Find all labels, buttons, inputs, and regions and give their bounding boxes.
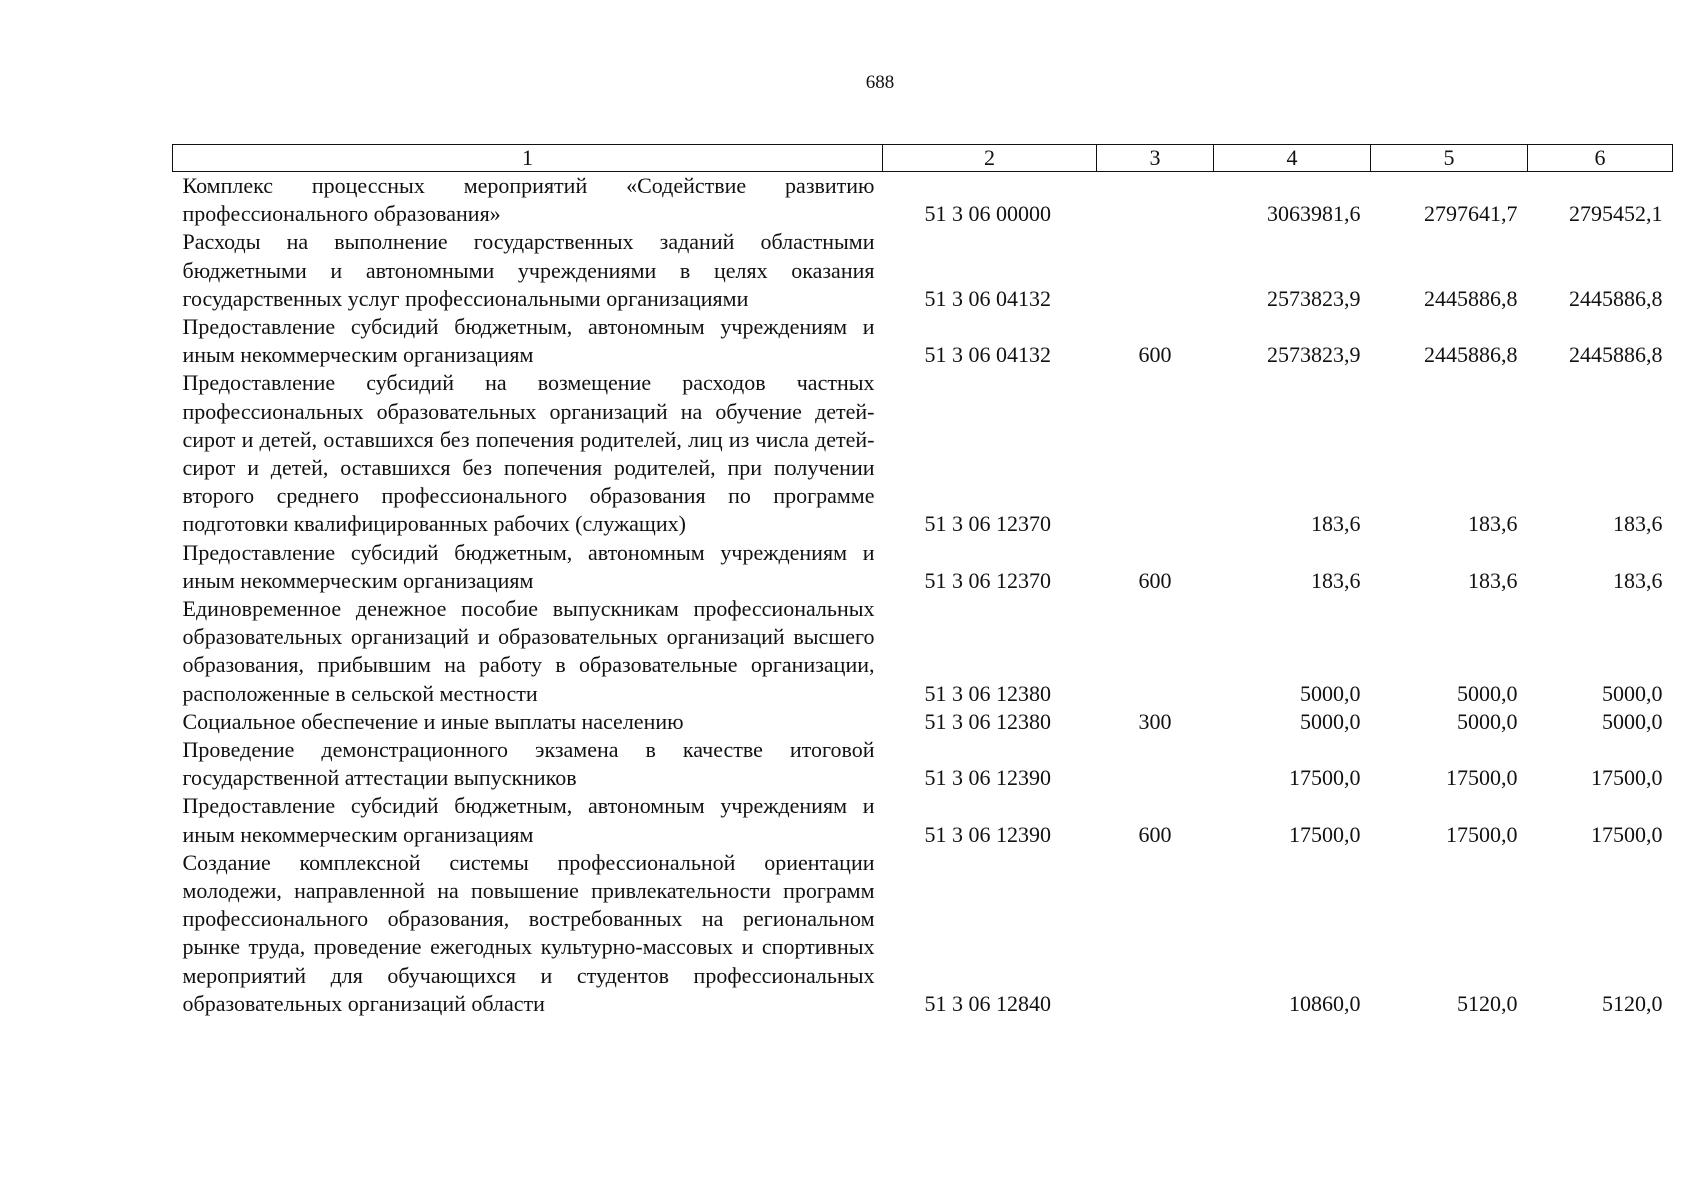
cell-name: Предоставление субсидий на возмещение расходов частных профессиональных образовательных организаций на обучение детей-сирот и детей, оставшихся без попечения родителей, лиц из числа детей-сирот и детей, оставшихся без попечения родителей, при получении второго среднего профессионального образования по программе подготовки квалифицированных рабочих (служащих) (182, 370, 875, 537)
cell-code: 51 3 06 12370 (924, 567, 1051, 593)
cell-amount: 2573823,9 (1267, 342, 1361, 368)
cell-expense-type: 600 (1138, 342, 1172, 368)
column-header: 5 (1371, 145, 1528, 172)
cell-amount: 5120,0 (1457, 990, 1518, 1016)
table-row (173, 539, 1673, 595)
column-header: 1 (173, 145, 883, 172)
cell-amount: 17500,0 (1289, 765, 1361, 791)
cell-name: Предоставление субсидий бюджетным, автономным учреждениям и иным некоммерческим организациям (182, 793, 875, 847)
table-row (173, 313, 1673, 369)
table-row (173, 849, 1673, 1018)
cell-expense-type (1097, 736, 1214, 792)
cell-name: Предоставление субсидий бюджетным, автономным учреждениям и иным некоммерческим организациям (182, 314, 875, 368)
table-row (173, 369, 1673, 538)
cell-amount: 17500,0 (1446, 821, 1518, 847)
cell-amount: 3063981,6 (1267, 201, 1361, 227)
cell-expense-type (1097, 172, 1214, 229)
table-row (173, 736, 1673, 792)
cell-amount: 5000,0 (1602, 680, 1663, 706)
cell-expense-type: 600 (1138, 567, 1172, 593)
cell-expense-type (1097, 369, 1214, 538)
cell-amount: 2573823,9 (1267, 285, 1361, 311)
cell-code: 51 3 06 12390 (924, 765, 1051, 791)
cell-amount: 183,6 (1613, 567, 1663, 593)
table-row (173, 228, 1673, 313)
cell-amount: 2795452,1 (1569, 201, 1663, 227)
cell-expense-type (1097, 228, 1214, 313)
cell-amount: 183,6 (1311, 567, 1361, 593)
cell-name: Комплекс процессных мероприятий «Содействие развитию профессионального образования» (182, 173, 875, 227)
cell-amount: 2445886,8 (1569, 285, 1663, 311)
cell-amount: 2797641,7 (1424, 201, 1518, 227)
cell-amount: 2445886,8 (1424, 342, 1518, 368)
column-header: 2 (883, 145, 1097, 172)
cell-amount: 17500,0 (1446, 765, 1518, 791)
column-header: 6 (1528, 145, 1673, 172)
cell-expense-type: 300 (1138, 708, 1172, 734)
table-row (173, 172, 1673, 229)
cell-amount: 5000,0 (1300, 708, 1361, 734)
cell-amount: 5000,0 (1602, 708, 1663, 734)
cell-amount: 5000,0 (1300, 680, 1361, 706)
cell-amount: 183,6 (1468, 567, 1518, 593)
cell-code: 51 3 06 12390 (924, 821, 1051, 847)
budget-table (172, 144, 1673, 1018)
cell-amount: 5120,0 (1602, 990, 1663, 1016)
cell-expense-type (1097, 849, 1214, 1018)
cell-amount: 17500,0 (1591, 821, 1663, 847)
cell-amount: 2445886,8 (1424, 285, 1518, 311)
cell-code: 51 3 06 12380 (924, 680, 1051, 706)
cell-name: Социальное обеспечение и иные выплаты населению (182, 708, 684, 734)
table-row (173, 792, 1673, 848)
column-header-row (173, 145, 1673, 172)
cell-name: Расходы на выполнение государственных заданий областными бюджетными и автономными учреждениями в целях оказания государственных услуг профессиональными организациями (182, 229, 875, 311)
column-header: 3 (1097, 145, 1214, 172)
table-row (173, 708, 1673, 736)
cell-expense-type (1097, 595, 1214, 708)
cell-amount: 10860,0 (1289, 990, 1361, 1016)
cell-amount: 17500,0 (1591, 765, 1663, 791)
cell-amount: 17500,0 (1289, 821, 1361, 847)
cell-amount: 2445886,8 (1569, 342, 1663, 368)
cell-name: Проведение демонстрационного экзамена в качестве итоговой государственной аттестации выпускников (182, 737, 875, 791)
cell-amount: 183,6 (1311, 511, 1361, 537)
cell-name: Предоставление субсидий бюджетным, автономным учреждениям и иным некоммерческим организациям (182, 539, 875, 593)
page-number: 688 (865, 72, 895, 93)
column-header: 4 (1214, 145, 1371, 172)
cell-name: Единовременное денежное пособие выпускникам профессиональных образовательных организаций и образовательных организаций высшего образования, прибывшим на работу в образовательные организации, расположенные в сельской местности (182, 596, 875, 706)
cell-amount: 183,6 (1613, 511, 1663, 537)
cell-code: 51 3 06 12840 (924, 990, 1051, 1016)
cell-code: 51 3 06 00000 (924, 201, 1051, 227)
cell-name: Создание комплексной системы профессиональной ориентации молодежи, направленной на повышение привлекательности программ профессионального образования, востребованных на региональном рынке труда, проведение ежегодных культурно-массовых и спортивных мероприятий для обучающихся и студентов профессиональных образовательных организаций области (182, 849, 875, 1016)
cell-code: 51 3 06 12370 (924, 511, 1051, 537)
cell-amount: 5000,0 (1457, 708, 1518, 734)
cell-amount: 183,6 (1468, 511, 1518, 537)
cell-code: 51 3 06 04132 (924, 285, 1051, 311)
cell-code: 51 3 06 12380 (924, 708, 1051, 734)
table-row (173, 595, 1673, 708)
cell-expense-type: 600 (1138, 821, 1172, 847)
table-body (173, 172, 1673, 1019)
cell-amount: 5000,0 (1457, 680, 1518, 706)
cell-code: 51 3 06 04132 (924, 342, 1051, 368)
